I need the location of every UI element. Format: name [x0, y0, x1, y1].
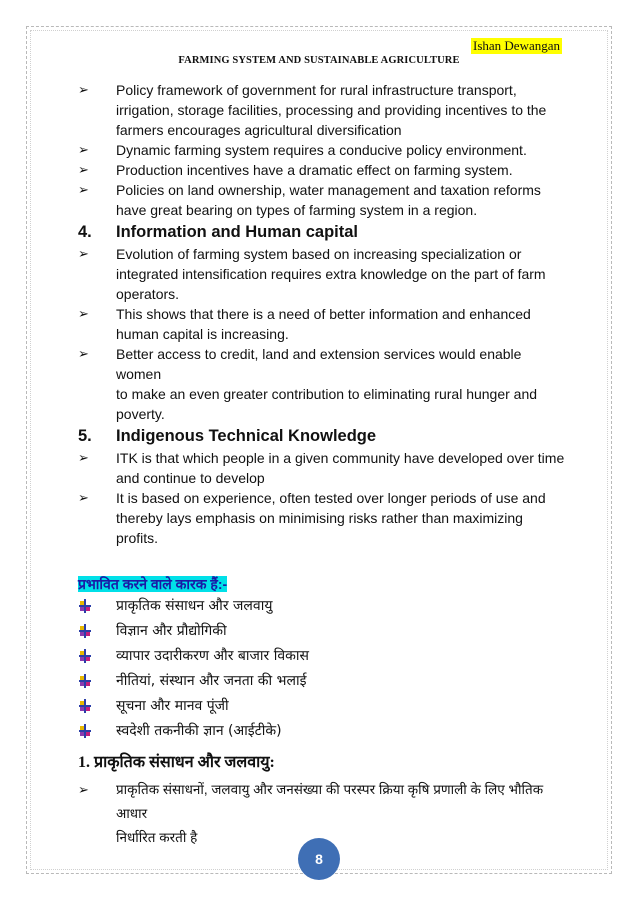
bullet-line: Production incentives have a dramatic effect on farming system.: [116, 162, 513, 178]
hindi-paragraph-line: निर्धारित करती है: [116, 830, 198, 845]
arrow-bullet-icon: ➢: [78, 490, 89, 505]
bullet-item: [78, 448, 568, 488]
bullet-item: [78, 244, 568, 304]
hindi-subheading: 1. प्राकृतिक संसाधन और जलवायु:: [78, 754, 275, 771]
arrow-bullet-icon: ➢: [78, 142, 89, 157]
hindi-factor-label: प्राकृतिक संसाधन और जलवायु: [116, 598, 273, 614]
bullet-line: have great bearing on types of farming system in a region.: [116, 202, 478, 218]
arrow-bullet-icon: ➢: [78, 346, 89, 361]
pushpin-icon: [78, 724, 92, 738]
bullet-line: operators.: [116, 286, 180, 302]
bullet-line: to make an even greater contribution to eliminating rural hunger and: [116, 386, 538, 402]
page-header: FARMING SYSTEM AND SUSTAINABLE AGRICULTURE: [178, 55, 460, 66]
bullet-line: human capital is increasing.: [116, 326, 289, 342]
bullet-item: [78, 180, 568, 220]
hindi-factor-label: स्वदेशी तकनीकी ज्ञान (आईटीके): [116, 723, 282, 739]
hindi-factor-list: [78, 594, 568, 744]
arrow-bullet-icon: ➢: [78, 782, 89, 797]
bullet-line: and continue to develop: [116, 470, 265, 486]
arrow-bullet-icon: ➢: [78, 450, 89, 465]
bullet-item: [78, 488, 568, 548]
arrow-bullet-icon: ➢: [78, 306, 89, 321]
bullet-line: thereby lays emphasis on minimising risks rather than maximizing: [116, 510, 523, 526]
bullet-line: Policy framework of government for rural infrastructure transport,: [116, 82, 517, 98]
author-name: Ishan Dewangan: [473, 38, 560, 53]
section-number: 4.: [78, 223, 92, 241]
bullet-line: integrated intensification requires extra knowledge on the part of farm: [116, 266, 546, 282]
bullet-line: Dynamic farming system requires a conducive policy environment.: [116, 142, 527, 158]
page-content: [78, 80, 568, 850]
hindi-paragraph-line: प्राकृतिक संसाधनों, जलवायु और जनसंख्या की परस्पर क्रिया कृषि प्रणाली के लिए भौतिक आधार: [116, 782, 544, 821]
pushpin-icon: [78, 674, 92, 688]
bullet-list-section-4: [78, 244, 568, 424]
bullet-item: [78, 80, 568, 140]
hindi-factor-label: व्यापार उदारीकरण और बाजार विकास: [116, 648, 309, 664]
hindi-factor-label: नीतियां, संस्थान और जनता की भलाई: [116, 673, 307, 689]
bullet-line: This shows that there is a need of better information and enhanced: [116, 306, 531, 322]
hindi-factor-item: [78, 594, 568, 619]
hindi-factor-item: [78, 694, 568, 719]
hindi-factors-title-text: प्रभावित करने वाले कारक हैं:-: [78, 576, 228, 592]
section-title: Indigenous Technical Knowledge: [116, 427, 377, 445]
hindi-factor-item: [78, 619, 568, 644]
bullet-list-section-5: [78, 448, 568, 548]
hindi-factor-label: सूचना और मानव पूंजी: [116, 698, 229, 714]
bullet-line: profits.: [116, 530, 159, 546]
arrow-bullet-icon: ➢: [78, 82, 89, 97]
bullet-item: [78, 344, 568, 424]
hindi-factor-item: [78, 669, 568, 694]
section-number: 5.: [78, 427, 92, 445]
bullet-line: irrigation, storage facilities, processing and providing incentives to the: [116, 102, 547, 118]
arrow-bullet-icon: ➢: [78, 162, 89, 177]
bullet-item: [78, 140, 568, 160]
bullet-line: farmers encourages agricultural diversification: [116, 122, 402, 138]
bullet-line: poverty.: [116, 406, 165, 422]
bullet-list-top: [78, 80, 568, 220]
page-number-badge: 8: [298, 838, 340, 880]
section-heading-4: [78, 221, 568, 243]
pushpin-icon: [78, 599, 92, 613]
arrow-bullet-icon: ➢: [78, 182, 89, 197]
bullet-line: It is based on experience, often tested over longer periods of use and: [116, 490, 546, 506]
hindi-factors-title: [78, 574, 568, 594]
hindi-factor-item: [78, 719, 568, 744]
bullet-line: Better access to credit, land and extension services would enable women: [116, 346, 522, 382]
bullet-line: Policies on land ownership, water management and taxation reforms: [116, 182, 541, 198]
bullet-line: Evolution of farming system based on increasing specialization or: [116, 246, 522, 262]
pushpin-icon: [78, 624, 92, 638]
bullet-item: [78, 160, 568, 180]
hindi-factor-label: विज्ञान और प्रौद्योगिकी: [116, 623, 227, 639]
section-title: Information and Human capital: [116, 223, 359, 241]
pushpin-icon: [78, 699, 92, 713]
pushpin-icon: [78, 649, 92, 663]
bullet-item: [78, 304, 568, 344]
bullet-line: ITK is that which people in a given community have developed over time: [116, 450, 565, 466]
section-heading-5: [78, 425, 568, 447]
arrow-bullet-icon: ➢: [78, 246, 89, 261]
hindi-factor-item: [78, 644, 568, 669]
